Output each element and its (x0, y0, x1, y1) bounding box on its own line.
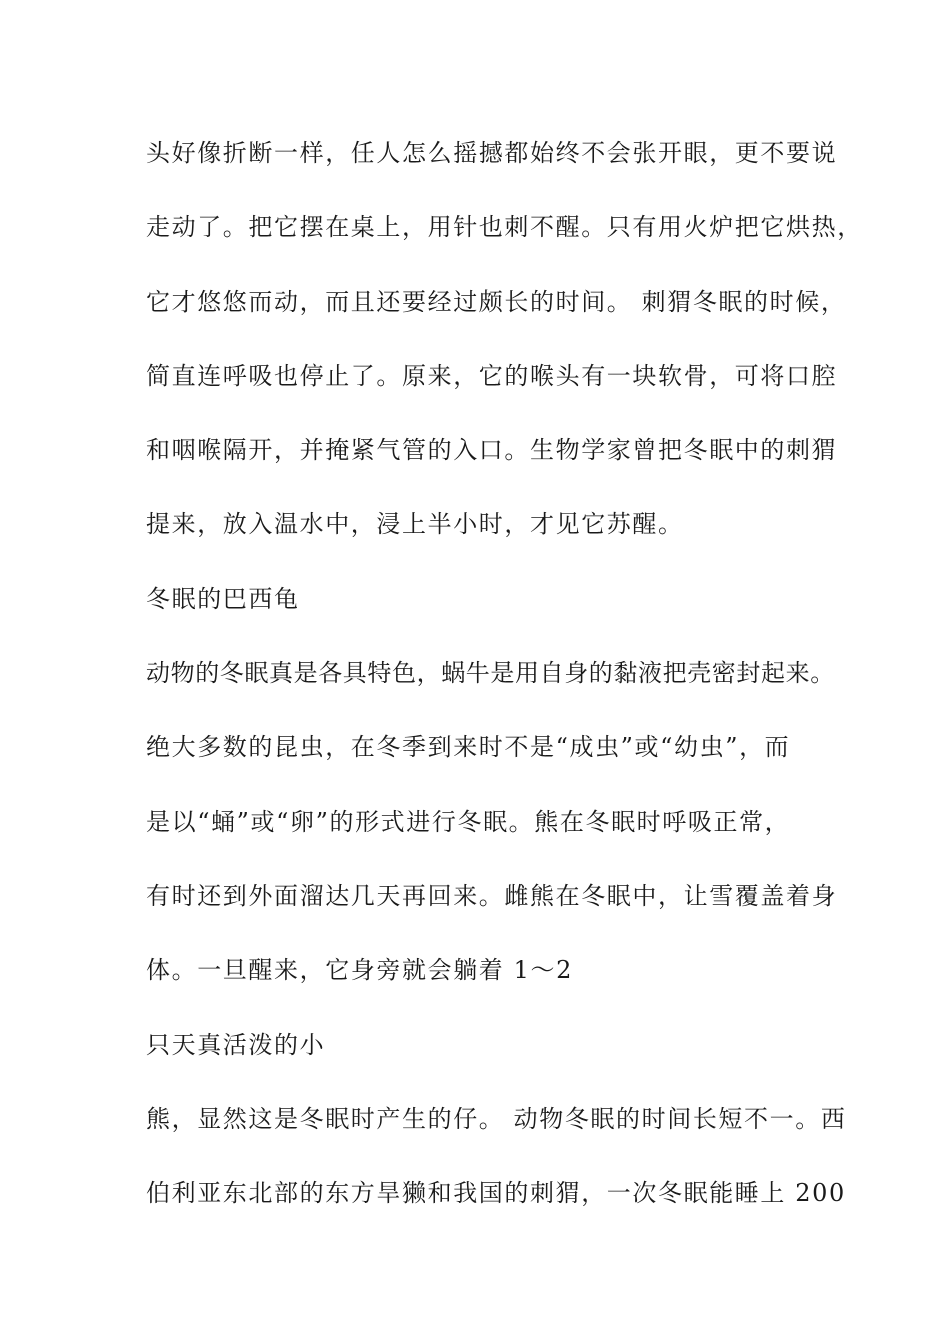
text-line: 伯利亚东北部的东方旱獭和我国的刺猬，一次冬眠能睡上 200 (146, 1179, 846, 1207)
text-line: 和咽喉隔开，并掩紧气管的入口。生物学家曾把冬眠中的刺猬 (146, 436, 838, 464)
text-line: 提来，放入温水中，浸上半小时，才见它苏醒。 (146, 510, 684, 538)
text-line: 是以“蛹”或“卵”的形式进行冬眠。熊在冬眠时呼吸正常， (146, 808, 791, 836)
text-line: 头好像折断一样，任人怎么摇撼都始终不会张开眼，更不要说 (146, 139, 838, 167)
text-line: 走动了。把它摆在桌上，用针也刺不醒。只有用火炉把它烘热， (146, 213, 863, 241)
text-line: 简直连呼吸也停止了。原来，它的喉头有一块软骨，可将口腔 (146, 362, 838, 390)
text-line: 体。一旦醒来，它身旁就会躺着 1～2 (146, 956, 573, 984)
text-line: 只天真活泼的小 (146, 1031, 326, 1059)
text-line: 熊，显然这是冬眠时产生的仔。 动物冬眠的时间长短不一。西 (146, 1105, 847, 1133)
text-line: 动物的冬眠真是各具特色，蜗牛是用自身的黏液把壳密封起来。 (146, 659, 835, 687)
section-heading: 冬眠的巴西龟 (146, 585, 300, 613)
text-line: 它才悠悠而动，而且还要经过颇长的时间。 刺猬冬眠的时候， (146, 288, 847, 316)
text-line: 有时还到外面溜达几天再回来。雌熊在冬眠中，让雪覆盖着身 (146, 882, 838, 910)
text-line: 绝大多数的昆虫，在冬季到来时不是“成虫”或“幼虫”，而 (146, 733, 791, 761)
